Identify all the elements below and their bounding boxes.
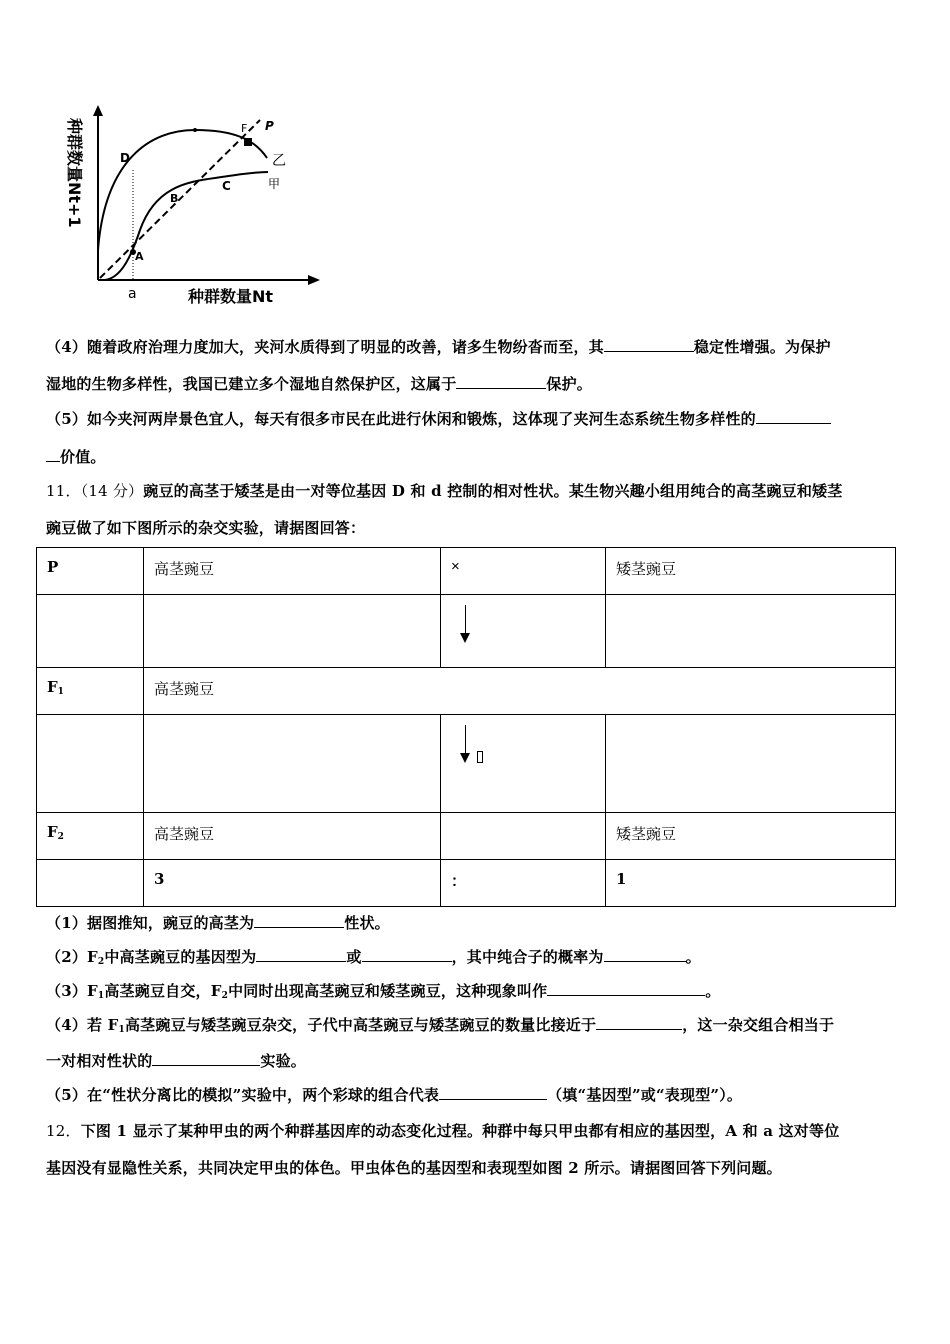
text: 性状。 [344, 914, 390, 932]
f1-label: F [47, 678, 58, 696]
answer-blank[interactable] [439, 1085, 547, 1100]
label-curve-yi: 乙 [272, 153, 286, 169]
q12-line1 [46, 1120, 839, 1141]
label-d: D [120, 151, 130, 165]
text: 稳定性增强。为保护 [693, 338, 831, 356]
subscript: 2 [221, 991, 229, 1001]
point-f [244, 138, 252, 146]
empty-cell [441, 813, 606, 860]
label-c: C [222, 179, 231, 193]
q10-part5-line2 [46, 446, 106, 467]
empty-cell [37, 860, 144, 907]
row-f2 [37, 813, 896, 860]
x-axis-label: 种群数量Nt [188, 287, 274, 306]
cell-f2-label [37, 813, 144, 860]
answer-blank[interactable] [254, 913, 344, 928]
answer-blank-cont[interactable] [46, 447, 60, 462]
empty-cell [37, 715, 144, 813]
f1-subscript: 1 [57, 687, 64, 697]
q11-sub2 [46, 946, 701, 967]
answer-blank[interactable] [456, 374, 546, 389]
text: （4）随着政府治理力度加大，夹河水质得到了明显的改善，诸多生物纷沓而至，其 [46, 338, 604, 356]
population-graph [55, 100, 345, 310]
row-f1 [37, 668, 896, 715]
empty-cell [606, 595, 896, 668]
answer-blank[interactable] [604, 337, 694, 352]
text: 下图 1 显示了某种甲虫的两个种群基因库的动态变化过程。种群中每只甲虫都有相应的基因型，A 和 a 这对等位 [80, 1122, 840, 1140]
text: ，其中纯合子的概率为 [451, 948, 604, 966]
answer-blank[interactable] [756, 409, 831, 424]
subscript: 1 [118, 1025, 125, 1035]
cell-ratio-colon: ： [441, 860, 606, 907]
text: 。 [705, 982, 721, 1000]
q12-line2 [46, 1157, 782, 1178]
q11-intro-line1 [46, 480, 842, 501]
empty-cell [144, 595, 441, 668]
cell-f2-short: 矮茎豌豆 [606, 813, 896, 860]
subscript: 2 [97, 957, 105, 967]
text: （3）F [46, 982, 98, 1000]
cell-p-short: 矮茎豌豆 [606, 548, 896, 595]
answer-blank[interactable] [596, 1015, 682, 1030]
curve-jia [105, 172, 268, 280]
text: 基因没有显隐性关系，共同决定甲虫的体色。甲虫体色的基因型和表现型如图 2 所示。请据图回答下列问题。 [46, 1159, 782, 1177]
cell-f1-label [37, 668, 144, 715]
text: 中高茎豌豆的基因型为 [104, 948, 257, 966]
text: （4）若 F [46, 1016, 119, 1034]
point-peak [193, 128, 197, 132]
question-number: 12． [46, 1122, 81, 1140]
q11-sub4-line1 [46, 1014, 834, 1035]
x-axis-arrow-icon [308, 275, 320, 285]
label-a-point: A [135, 250, 144, 263]
line-p [100, 120, 260, 278]
text: 豌豆的高茎于矮茎是由一对等位基因 D 和 d 控制的相对性状。某生物兴趣小组用纯合的高茎豌豆和矮茎 [143, 482, 843, 500]
text: 实验。 [260, 1052, 307, 1070]
answer-blank[interactable] [256, 947, 346, 962]
cell-p-label: P [37, 548, 144, 595]
row-arrow-1 [37, 595, 896, 668]
label-f: F [241, 122, 248, 135]
subscript: 1 [97, 991, 105, 1001]
cell-ratio-short: 1 [606, 860, 896, 907]
text: 保护。 [546, 375, 593, 393]
empty-cell [606, 715, 896, 813]
q11-sub3 [46, 980, 721, 1001]
cell-arrow-self [441, 715, 606, 813]
label-p: P [265, 119, 274, 133]
question-number: 11． [46, 482, 81, 500]
row-arrow-2 [37, 715, 896, 813]
text: 高茎豌豆自交，F [104, 982, 222, 1000]
answer-blank[interactable] [604, 947, 686, 962]
answer-blank[interactable] [362, 947, 452, 962]
row-p [37, 548, 896, 595]
q10-part4-line1 [46, 336, 831, 357]
empty-cell [144, 715, 441, 813]
text: （2）F [46, 948, 98, 966]
cell-f1-tall: 高茎豌豆 [144, 668, 896, 715]
cell-p-tall: 高茎豌豆 [144, 548, 441, 595]
answer-blank[interactable] [547, 981, 705, 996]
curve-yi [98, 130, 267, 250]
text: （1）据图推知，豌豆的高茎为 [46, 914, 255, 932]
text: 豌豆做了如下图所示的杂交实验，请据图回答： [46, 519, 366, 537]
question-score: （14 分） [80, 482, 144, 500]
cell-cross-symbol: × [441, 548, 606, 595]
answer-blank[interactable] [152, 1051, 260, 1066]
text: （5）在“性状分离比的模拟”实验中，两个彩球的组合代表 [46, 1086, 440, 1104]
text: 或 [346, 948, 362, 966]
down-arrow-icon [459, 725, 473, 765]
missing-glyph-icon [477, 751, 483, 763]
text: （5）如今夹河两岸景色宜人，每天有很多市民在此进行休闲和锻炼，这体现了夹河生态系统生物多样性的 [46, 410, 756, 428]
text: 中同时出现高茎豌豆和矮茎豌豆，这种现象叫作 [228, 982, 548, 1000]
cell-arrow [441, 595, 606, 668]
y-axis-arrow-icon [93, 105, 103, 116]
cell-f2-tall: 高茎豌豆 [144, 813, 441, 860]
text: （填“基因型”或“表现型”）。 [547, 1086, 743, 1104]
text: 价值。 [60, 448, 106, 466]
text: ，这一杂交组合相当于 [682, 1016, 835, 1034]
row-ratio [37, 860, 896, 907]
x-tick-a: a [128, 286, 137, 302]
f2-subscript: 2 [57, 832, 64, 842]
cell-ratio-tall: 3 [144, 860, 441, 907]
q10-part4-line2 [46, 373, 592, 394]
text: 一对相对性状的 [46, 1052, 153, 1070]
text: 。 [685, 948, 701, 966]
q11-sub5 [46, 1084, 742, 1105]
y-axis-label: 种群数量Nt+1 [65, 118, 84, 228]
q11-intro-line2 [46, 517, 365, 538]
down-arrow-icon [459, 605, 473, 645]
empty-cell [37, 595, 144, 668]
q11-sub1 [46, 912, 390, 933]
label-curve-jia: 甲 [268, 177, 281, 191]
f2-label: F [47, 823, 58, 841]
text: 湿地的生物多样性，我国已建立多个湿地自然保护区，这属于 [46, 375, 457, 393]
cross-experiment-table [36, 547, 896, 907]
q11-sub4-line2 [46, 1050, 306, 1071]
q10-part5-line1 [46, 408, 831, 429]
text: 高茎豌豆与矮茎豌豆杂交，子代中高茎豌豆与矮茎豌豆的数量比接近于 [124, 1016, 597, 1034]
label-b: B [170, 192, 179, 205]
